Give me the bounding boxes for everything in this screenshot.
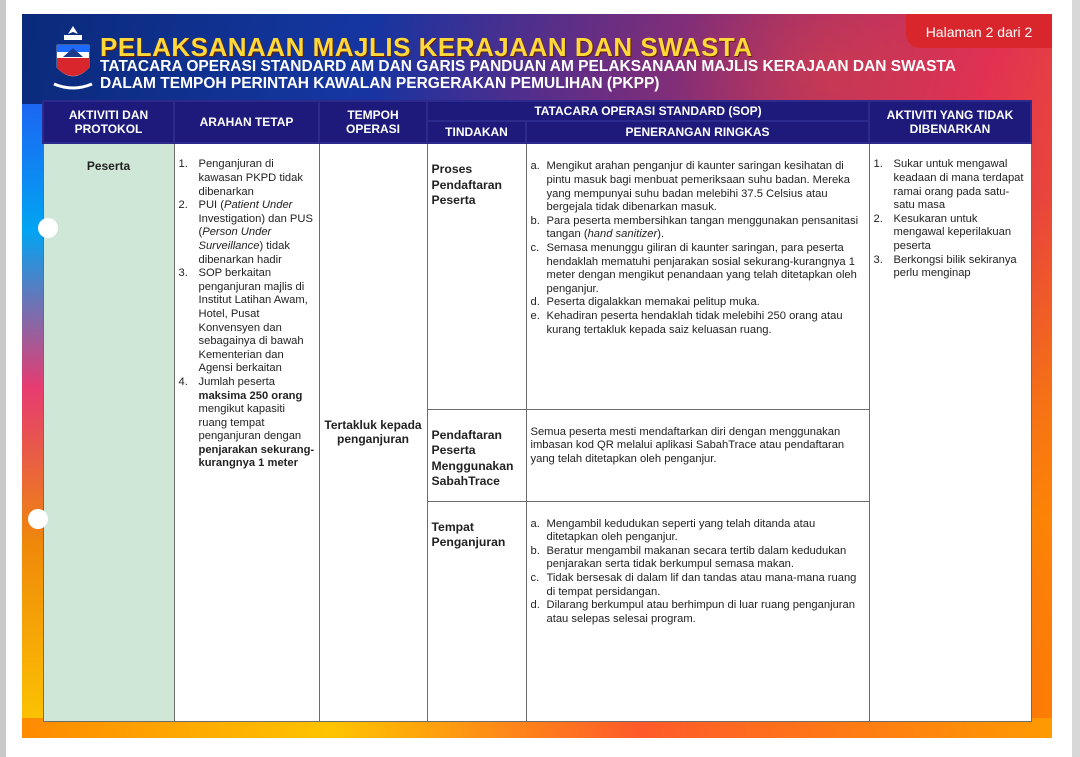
list-item: a. Mengikut arahan penganjur di kaunter saringan kesihatan di pintu masuk bagi menbuat pemeriksaan suhu badan. Mereka yang mempunyai suhu badan melebihi 37.5 Celsius atau bergejala tidak dibenarkan masuk.: [530, 160, 850, 214]
header-sop: TATACARA OPERASI STANDARD (SOP): [427, 101, 869, 121]
arahan-list: [175, 144, 319, 471]
list-item: 4. Jumlah peserta maksima 250 orang mengikut kapasiti ruang tempat penganjuran dengan penjarakan sekurang-kurangnya 1 meter: [178, 375, 315, 470]
subtitle-line-2: DALAM TEMPOH PERINTAH KAWALAN PERGERAKAN PEMULIHAN (PKPP): [100, 75, 660, 92]
list-item: a. Mengambil kedudukan seperti yang telah ditanda atau ditetapkan oleh penganjur.: [530, 517, 816, 544]
list-item: b. Beratur mengambil makanan secara tertib dalam kedudukan penjarakan serta tidak berkumpul semasa makan.: [530, 544, 847, 571]
header-tidak-dibenarkan: AKTIVITI YANG TIDAK DIBENARKAN: [869, 101, 1031, 143]
list-item: 1. Penganjuran di kawasan PKPD tidak dibenarkan: [178, 158, 303, 198]
page-number-badge: Halaman 2 dari 2: [906, 14, 1052, 48]
list-item: 2. PUI (Patient Under Investigation) dan PUS (Person Under Surveillance) tidak dibenarkan hadir: [178, 199, 313, 266]
punch-hole-bottom: [28, 509, 48, 529]
tidak-dibenarkan-list: [870, 144, 1031, 280]
sabah-crest-icon: [50, 24, 96, 94]
list-item: c. Tidak bersesak di dalam lif dan tandas atau mana-mana ruang di tempat persidangan.: [530, 572, 857, 598]
description-list: [531, 160, 861, 337]
header-arahan: ARAHAN TETAP: [174, 101, 319, 143]
sop-table: [42, 100, 1032, 722]
list-item: d. Peserta digalakkan memakai pelitup muka.: [530, 296, 760, 309]
header-penerangan: PENERANGAN RINGKAS: [526, 121, 869, 143]
subtitle-line-1: TATACARA OPERASI STANDARD AM DAN GARIS PANDUAN AM PELAKSANAAN MAJLIS KERAJAAN DAN SWASTA: [100, 58, 956, 75]
list-item: 2. Kesukaran untuk mengawal keperilakuan peserta: [873, 212, 1012, 252]
description-list: [531, 518, 861, 627]
header-tindakan: TINDAKAN: [427, 121, 526, 143]
sop-sheet: [22, 14, 1052, 738]
punch-hole-top: [38, 218, 58, 238]
list-item: d. Dilarang berkumpul atau berhimpun di luar ruang penganjuran atau selepas selesai program.: [530, 599, 855, 625]
action-tempat-penganjuran: Tempat Penganjuran: [427, 501, 526, 721]
activity-label: Peserta: [86, 159, 131, 174]
page-subtitle: [100, 58, 956, 92]
table-row: [43, 143, 1031, 409]
tidak-dibenarkan-cell: [869, 143, 1031, 721]
tempoh-text: Tertakluk kepada penganjuran: [324, 418, 422, 446]
page-title: PELAKSANAAN MAJLIS KERAJAAN DAN SWASTA: [100, 32, 753, 62]
activity-cell: [43, 143, 174, 721]
list-item: c. Semasa menunggu giliran di kaunter saringan, para peserta hendaklah mematuhi penjarakan sosial sekurang-kurangnya 1 meter dengan mengikut penandaan yang telah ditetapkan oleh penganjur.: [530, 241, 857, 295]
description-proses-pendaftaran: [526, 143, 869, 409]
list-item: 3. SOP berkaitan penganjuran majlis di Institut Latihan Awam, Hotel, Pusat Konvensyen dan sebagainya di bawah Kementerian dan Agensi berkaitan: [178, 267, 308, 375]
list-item: e. Kehadiran peserta hendaklah tidak melebihi 250 orang atau kurang tertakluk kepada saiz keluasan ruang.: [530, 309, 843, 336]
sop-table-container: [42, 100, 1030, 722]
list-item: b. Para peserta membersihkan tangan menggunakan pensanitasi tangan (hand sanitizer).: [530, 214, 859, 241]
description-sabahtrace: Semua peserta mesti mendaftarkan diri dengan menggunakan imbasan kod QR melalui aplikasi SabahTrace atau pendaftaran yang telah ditetapkan oleh penganjur.: [526, 409, 869, 501]
action-proses-pendaftaran: Proses Pendaftaran Peserta: [427, 143, 526, 409]
header-tempoh: TEMPOH OPERASI: [319, 101, 427, 143]
header-aktiviti: AKTIVITI DAN PROTOKOL: [43, 101, 174, 143]
list-item: 1. Sukar untuk mengawal keadaan di mana terdapat ramai orang pada satu-satu masa: [873, 158, 1024, 212]
tempoh-operasi-cell: [319, 143, 427, 721]
action-sabahtrace: Pendaftaran Peserta Menggunakan SabahTrace: [427, 409, 526, 501]
arahan-tetap-cell: [174, 143, 319, 721]
list-item: 3. Berkongsi bilik sekiranya perlu menginap: [873, 253, 1017, 280]
description-tempat-penganjuran: [526, 501, 869, 721]
